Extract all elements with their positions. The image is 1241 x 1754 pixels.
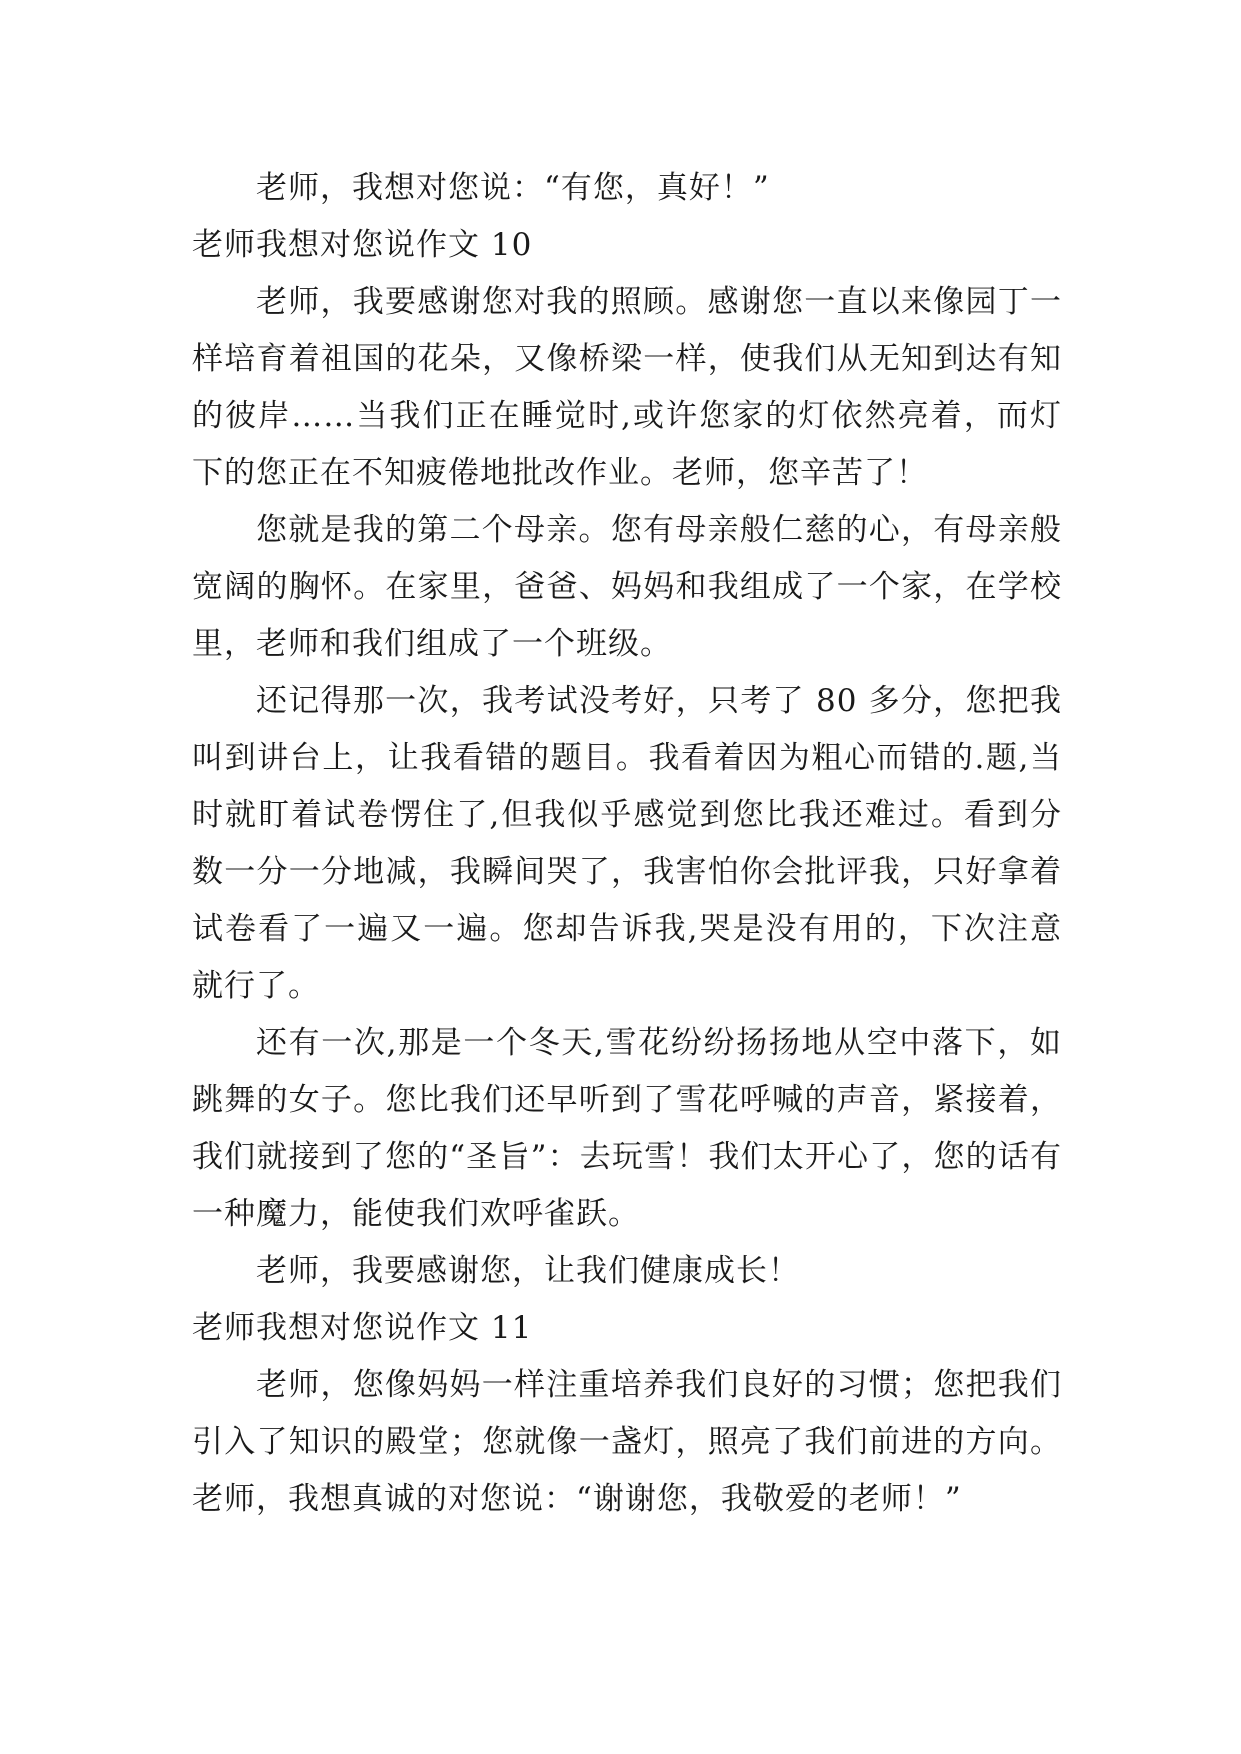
paragraph: 还记得那一次，我考试没考好，只考了 80 多分，您把我叫到讲台上，让我看错的题目。我看着因为粗心而错的.题,当时就盯着试卷愣住了,但我似乎感觉到您比我还难过。看到分数一分一分地减，我瞬间哭了，我害怕你会批评我，只好拿着试卷看了一遍又一遍。您却告诉我,哭是没有用的，下次注意就行了。 <box>192 683 1062 1004</box>
paragraph: 老师，您像妈妈一样注重培养我们良好的习惯；您把我们引入了知识的殿堂；您就像一盏灯，照亮了我们前进的方向。老师，我想真诚的对您说：“谢谢您，我敬爱的老师！” <box>192 1367 1062 1517</box>
section-heading: 老师我想对您说作文 11 <box>192 1310 533 1346</box>
paragraph: 老师，我要感谢您对我的照顾。感谢您一直以来像园丁一样培育着祖国的花朵，又像桥梁一样，使我们从无知到达有知的彼岸……当我们正在睡觉时,或许您家的灯依然亮着，而灯下的您正在不知疲倦地批改作业。老师，您辛苦了！ <box>192 284 1062 491</box>
paragraph: 您就是我的第二个母亲。您有母亲般仁慈的心，有母亲般宽阔的胸怀。在家里，爸爸、妈妈和我组成了一个家，在学校里，老师和我们组成了一个班级。 <box>192 512 1062 662</box>
document-page <box>192 160 1062 1528</box>
paragraph: 老师，我要感谢您，让我们健康成长！ <box>256 1253 800 1289</box>
paragraph: 老师，我想对您说：“有您，真好！” <box>256 170 770 206</box>
section-heading: 老师我想对您说作文 10 <box>192 227 533 263</box>
paragraph: 还有一次,那是一个冬天,雪花纷纷扬扬地从空中落下，如跳舞的女子。您比我们还早听到了雪花呼喊的声音，紧接着，我们就接到了您的“圣旨”：去玩雪！我们太开心了，您的话有一种魔力，能使我们欢呼雀跃。 <box>192 1025 1062 1232</box>
